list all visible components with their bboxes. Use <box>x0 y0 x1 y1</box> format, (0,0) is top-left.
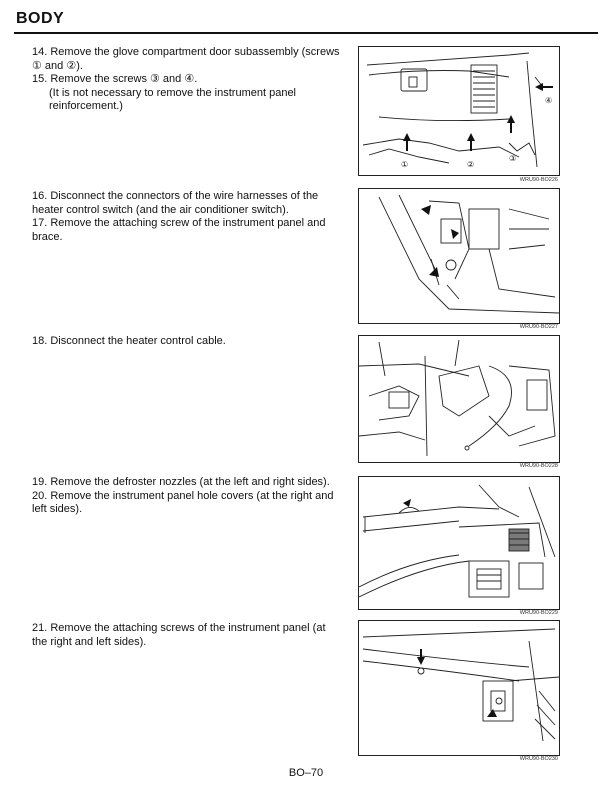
section-title: BODY <box>16 10 65 27</box>
figure-heater-cable <box>358 335 560 463</box>
page-header <box>14 8 598 34</box>
callout-3: ③ <box>509 154 517 163</box>
step-20: 20. Remove the instrument panel hole covers (at the right and left sides). <box>32 489 334 515</box>
step-17: 17. Remove the attaching screw of the instrument panel and brace. <box>32 217 326 243</box>
callout-2: ② <box>467 160 475 169</box>
figure-code-5: WRU90-BO230 <box>519 756 558 762</box>
page-number: BO–70 <box>288 767 324 779</box>
step-15-note: (It is not necessary to remove the instrument panel reinforcement.) <box>49 86 297 112</box>
figure-code-3: WRU90-BO228 <box>519 463 558 469</box>
step-21: 21. Remove the attaching screws of the instrument panel (at the right and left sides). <box>32 622 326 648</box>
figure-code-1: WRU90-BO226 <box>519 177 558 183</box>
figure-instrument-panel-screws <box>358 620 560 756</box>
steps-group-1 <box>32 46 342 114</box>
step-15: 15. Remove the screws ③ and ④. (It is not necessary to remove the instrument panel reinforcement.) <box>32 73 342 114</box>
step-18: 18. Disconnect the heater control cable. <box>32 335 226 347</box>
steps-group-5 <box>32 622 342 649</box>
step-14: 14. Remove the glove compartment door subassembly (screws ① and ②). <box>32 46 340 72</box>
steps-group-4 <box>32 476 342 517</box>
illustration-instrument-panel-screws <box>359 621 559 755</box>
steps-group-3 <box>32 335 342 349</box>
illustration-heater-connectors <box>359 189 559 323</box>
figure-code-2: WRU90-BO227 <box>519 324 558 330</box>
step-16: 16. Disconnect the connectors of the wire harnesses of the heater control switch (and the air conditioner switch). <box>32 190 319 216</box>
illustration-defroster-nozzles <box>359 477 559 609</box>
figure-glove-compartment <box>358 46 560 176</box>
callout-4: ④ <box>545 96 553 105</box>
callout-1: ① <box>401 160 409 169</box>
steps-group-2 <box>32 190 342 244</box>
figure-heater-connectors <box>358 188 560 324</box>
illustration-heater-cable <box>359 336 559 462</box>
figure-defroster-nozzles <box>358 476 560 610</box>
illustration-glove-compartment <box>359 47 559 175</box>
figure-code-4: WRU90-BO229 <box>519 610 558 616</box>
step-19: 19. Remove the defroster nozzles (at the left and right sides). <box>32 476 330 488</box>
